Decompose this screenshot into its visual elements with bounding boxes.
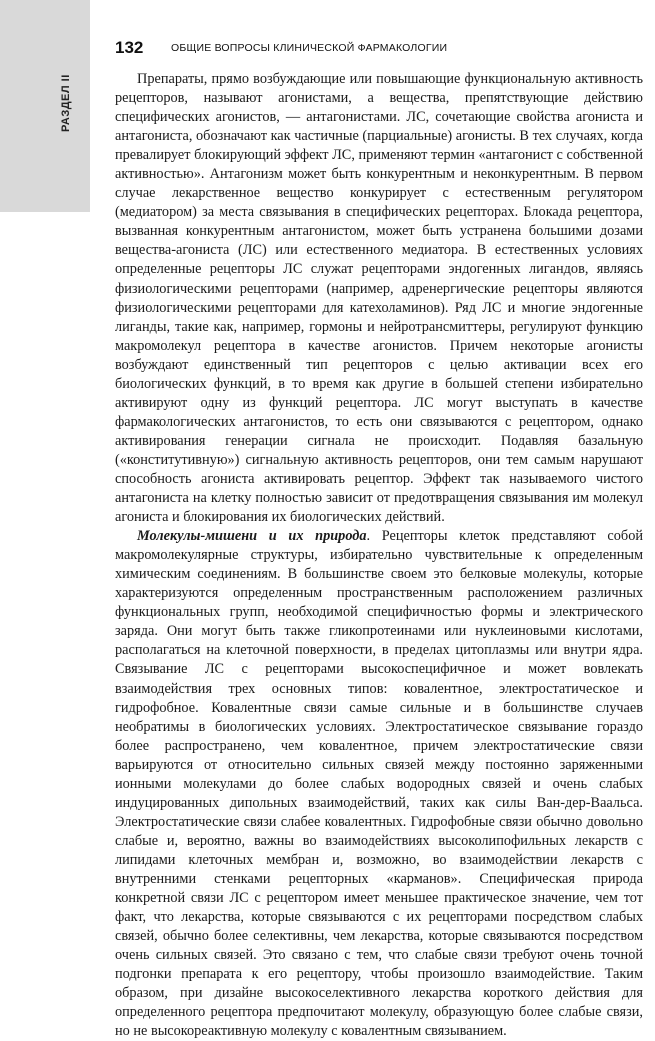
- paragraph-lead-heading: Молекулы-мишени и их природа: [137, 528, 367, 545]
- page-header: [115, 38, 643, 60]
- body-text: [115, 70, 643, 1041]
- paragraph-text: Препараты, прямо возбуждающие или повышающие функциональную активность рецепторов, называют агонистами, а вещества, препятствующие действию специфических агонистов, — антагонистами. ЛС, сочетающие свойства агониста и антагониста, обозначают как частичные (парциальные) агонисты. В тех случаях, когда превалирует блокирующий эффект ЛС, применяют термин «антагонист с собственной активностью». Антагонизм может быть конкурентным и неконкурентным. В первом случае лекарственное вещество конкурирует с естественным регулятором (медиатором) за места связывания в специфических рецепторах. Блокада рецептора, вызванная конкурентным антагонистом, может быть устранена большими дозами вещества-агониста (ЛС) или естественного медиатора. В естественных условиях определенные рецепторы ЛС служат рецепторами эндогенных лигандов, являясь физиологическими рецепторами (например, адренергические рецепторы являются физиологическими рецепторами для катехоламинов). Ряд ЛС и многие эндогенные лиганды, такие как, например, гормоны и нейротрансмиттеры, регулируют функцию макромолекул рецептора в качестве агонистов. Причем некоторые агонисты возбуждают единственный тип рецепторов с целью активации всех его биологических функций, в то время как другие в большей степени избирательно активируют одну из функций рецептора. ЛС могут выступать в качестве фармакологических антагонистов, то есть они связываются с рецептором, однако активирования генерации сигнала не происходит. Подавляя базальную («конститутивную») сигнальную активность рецепторов, они тем самым нарушают способность агониста активировать рецептор. Эффект так называемого чистого антагониста на клетку полностью зависит от предотвращения связывания им молекул агониста и блокирования их биологических действий.: [115, 71, 643, 526]
- page-number: 132: [115, 38, 144, 57]
- paragraph-text: . Рецепторы клеток представляют собой макромолекулярные структуры, избирательно чувствительные к определенным химическим соединениям. В большинстве своем это белковые молекулы, которые характеризуются определенным пространственным расположением различных функциональных групп, необходимой специфичностью формы и электрического заряда. Они могут быть также гликопротеинами или нуклеиновыми кислотами, располагаться на клеточной поверхности, в пределах цитоплазмы или внутри ядра. Связывание ЛС с рецепторами высокоспецифичное и может вовлекать взаимодействия трех основных типов: ковалентное, электростатическое и гидрофобное. Ковалентные связи самые сильные и в большинстве случаев необратимы в биологических условиях. Электростатическое связывание гораздо более распространено, чем ковалентное, причем электростатические связи варьируются от относительно сильных связей между постоянно заряженными ионными молекулами до более слабых водородных связей и очень слабых индуцированных дипольных взаимодействий, таких как силы Ван-дер-Ваальса. Электростатические связи слабее ковалентных. Гидрофобные связи обычно довольно слабые и, вероятно, важны во взаимодействиях высоколипофильных лекарств с липидами клеточных мембран и, возможно, во взаимодействии лекарств с внутренними стенками рецепторных «карманов». Специфическая природа конкретной связи ЛС с рецептором имеет меньшее практическое значение, чем тот факт, что лекарства, которые связываются с их рецепторами посредством слабых связей, обычно более селективны, чем лекарства, которые связываются посредством очень сильных связей. Это связано с тем, что слабые связи требуют очень точной подгонки препарата к его рецептору, чтобы произошло взаимодействие. Таким образом, при дизайне высокоселективного лекарства короткого действия для определенного рецептора предпочитают молекулу, образующую более слабые связи, но не высокореактивную молекулу с ковалентным связыванием.: [115, 528, 643, 1040]
- paragraph: [115, 70, 643, 527]
- section-label: РАЗДЕЛ II: [60, 74, 72, 132]
- paragraph: [115, 527, 643, 1041]
- running-head: ОБЩИЕ ВОПРОСЫ КЛИНИЧЕСКОЙ ФАРМАКОЛОГИИ: [171, 42, 448, 54]
- section-side-tab: [0, 0, 90, 212]
